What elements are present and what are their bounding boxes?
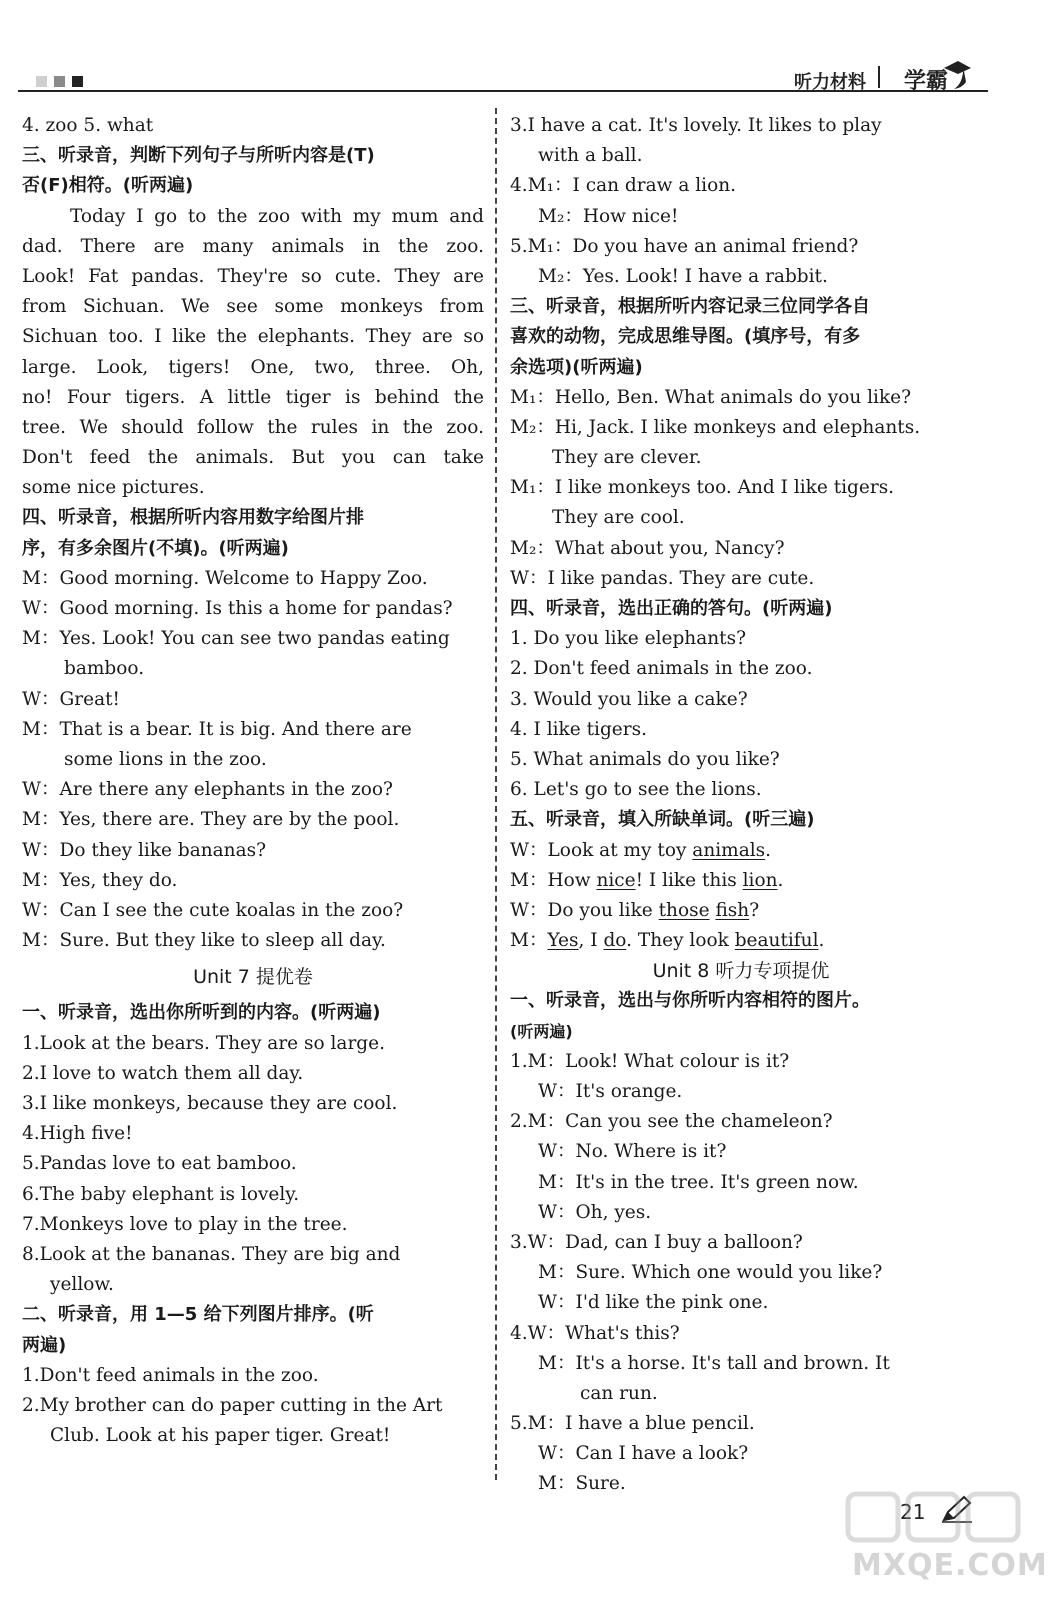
dialog-line — [22, 775, 484, 805]
fill-in-line — [510, 926, 972, 956]
utterance: Good morning. Welcome to Happy Zoo. — [59, 567, 428, 589]
dialog-line — [22, 896, 484, 926]
list-item — [510, 171, 972, 201]
item-number: 6. — [22, 1183, 40, 1205]
utterance: Can I see the cute koalas in the zoo? — [59, 899, 404, 921]
passage-line: Look! Fat pandas. They're so cute. They are — [22, 265, 484, 287]
speaker: W： — [22, 899, 60, 921]
utterance: I like pandas. They are cute. — [547, 567, 815, 589]
list-item — [510, 1047, 972, 1077]
item-number: 5. — [22, 1153, 40, 1175]
list-item-cont: Club. Look at his paper tiger. Great! — [50, 1425, 391, 1447]
list-item — [22, 1059, 484, 1089]
item-number: 3. — [22, 1093, 40, 1114]
passage-line: large. Look, tigers! One, two, three. Oh, — [22, 356, 484, 378]
item-text: My brother can do paper cutting in the Art — [39, 1394, 443, 1416]
graduation-cap-icon — [942, 58, 972, 90]
header-title: 听力材料 — [794, 72, 866, 93]
list-item — [510, 1228, 972, 1258]
list-item-cont: W：Oh, yes. — [538, 1201, 652, 1223]
item-text: I have a cat. It's lovely. It likes to play — [527, 115, 882, 136]
item-number: 1. — [510, 1050, 528, 1072]
list-item: 4. I like tigers. — [510, 718, 647, 740]
page-number: 21 — [900, 1500, 926, 1524]
item-number: 2. — [510, 1111, 528, 1133]
watermark — [840, 1488, 1048, 1600]
dialog-line — [22, 564, 484, 594]
item-text: Look at the bears. They are so large. — [39, 1032, 385, 1054]
list-item-cont: M：Sure. Which one would you like? — [538, 1262, 883, 1284]
utterance: What about you, Nancy? — [554, 537, 785, 559]
answer-blank: animals — [692, 839, 766, 861]
speaker: M₂： — [510, 416, 555, 438]
list-item-cont: yellow. — [50, 1274, 114, 1296]
utterance: Hello, Ben. What animals do you like? — [554, 386, 912, 408]
utterance: Yes. Look! You can see two pandas eating — [59, 628, 450, 650]
speaker: M₁： — [510, 477, 555, 499]
text: ! I like this — [635, 869, 743, 891]
list-item-cont: M₂：How nice! — [538, 205, 679, 227]
utterance: Are there any elephants in the zoo? — [59, 779, 393, 801]
passage-line: dad. There are many animals in the zoo. — [22, 235, 484, 257]
answer-blank: those — [658, 899, 710, 921]
fill-in-line — [510, 866, 972, 896]
speaker: M： — [22, 809, 60, 831]
utterance: Do they like bananas? — [59, 839, 267, 861]
passage-line: Don't feed the animals. But you can take — [22, 447, 484, 469]
text: ? — [749, 899, 760, 921]
text: . — [818, 930, 825, 952]
utterance: Hi, Jack. I like monkeys and elephants. — [554, 416, 921, 438]
list-item: 2. Don't feed animals in the zoo. — [510, 658, 813, 680]
dialog-line — [22, 624, 484, 654]
item-number: 5. — [510, 1413, 528, 1435]
utterance: Yes, there are. They are by the pool. — [59, 809, 400, 831]
answer-blank: nice — [596, 869, 636, 891]
list-item-cont: W：I'd like the pink one. — [538, 1292, 769, 1314]
speaker: M₂： — [510, 537, 555, 559]
list-item: 1. Do you like elephants? — [510, 628, 747, 650]
answer-blank: beautiful — [734, 930, 819, 952]
dialog-line — [510, 473, 972, 503]
item-text: I love to watch them all day. — [39, 1062, 304, 1084]
speaker: W： — [22, 598, 60, 619]
header-square-light-icon — [36, 76, 47, 87]
utterance: Sure. But they like to sleep all day. — [59, 930, 386, 952]
unit-7-title: Unit 7 提优卷 — [193, 966, 313, 989]
list-item: 6. Let's go to see the lions. — [510, 779, 762, 801]
item-number: 3. — [510, 115, 528, 136]
u7-section-2-title: 二、听录音，用 1—5 给下列图片排序。(听 — [22, 1304, 374, 1326]
section-3-title-cont: 余选项)(听两遍) — [510, 356, 643, 378]
unit-8-title: Unit 8 听力专项提优 — [652, 960, 830, 983]
item-text: W：What's this? — [527, 1322, 680, 1344]
section-3-title: 三、听录音，判断下列句子与所听内容是(T) — [22, 145, 375, 167]
item-number: 4. — [510, 175, 528, 197]
list-item: 5. What animals do you like? — [510, 748, 780, 770]
left-column — [22, 111, 484, 1451]
text: M： — [510, 930, 548, 952]
item-text: High five! — [39, 1123, 133, 1145]
item-number: 1. — [22, 1032, 40, 1054]
right-column — [510, 111, 972, 1500]
section-3-title-cont: 喜欢的动物，完成思维导图。(填序号，有多 — [510, 326, 861, 348]
item-text: M：Look! What colour is it? — [527, 1050, 790, 1072]
section-4-title: 四、听录音，根据所听内容用数字给图片排 — [22, 507, 364, 529]
item-text: M：I have a blue pencil. — [527, 1413, 755, 1435]
page-header — [18, 62, 988, 94]
speaker: W： — [510, 567, 548, 589]
list-item — [510, 111, 972, 141]
passage-line: Sichuan too. I like the elephants. They are so — [22, 326, 484, 348]
list-item — [22, 1210, 484, 1240]
utterance: Yes, they do. — [59, 869, 178, 891]
item-text: Look at the bananas. They are big and — [39, 1243, 401, 1265]
answer-line: 4. zoo 5. what — [22, 115, 154, 136]
item-text: Monkeys love to play in the tree. — [39, 1213, 348, 1235]
text: . — [777, 869, 784, 891]
list-item-cont: M：Sure. — [538, 1473, 626, 1495]
header-rule — [18, 90, 988, 92]
fill-in-line — [510, 836, 972, 866]
item-text: The baby elephant is lovely. — [39, 1183, 300, 1205]
dialog-line — [22, 836, 484, 866]
item-text: W：Dad, can I buy a balloon? — [527, 1231, 803, 1253]
dialog-line — [22, 715, 484, 745]
dialog-line-cont: some lions in the zoo. — [64, 748, 267, 770]
speaker: M： — [22, 628, 60, 650]
item-text: I like monkeys, because they are cool. — [39, 1093, 398, 1114]
header-separator — [878, 66, 880, 88]
header-square-mid-icon — [54, 76, 65, 87]
answer-blank: lion — [742, 869, 778, 891]
list-item-cont: can run. — [580, 1382, 658, 1404]
speaker: M： — [22, 930, 60, 952]
speaker: M₁： — [510, 386, 555, 408]
u8-section-1-title: 一、听录音，选出与你所听内容相符的图片。 — [510, 990, 870, 1012]
dialog-line-cont: They are clever. — [552, 447, 702, 469]
text: M：How — [510, 869, 597, 891]
section-4-title-cont: 序，有多余图片(不填)。(听两遍) — [22, 537, 289, 559]
u8-section-1-title-cont: (听两遍) — [510, 1021, 573, 1041]
section-4-title: 四、听录音，选出正确的答句。(听两遍) — [510, 598, 833, 619]
item-text: M：Can you see the chameleon? — [527, 1111, 833, 1133]
list-item-cont: with a ball. — [538, 145, 643, 167]
item-number: 3. — [510, 1231, 528, 1253]
list-item — [22, 1119, 484, 1149]
dialog-line — [22, 926, 484, 956]
item-text: Don't feed animals in the zoo. — [39, 1364, 319, 1386]
list-item-cont: M：It's a horse. It's tall and brown. It — [538, 1352, 890, 1374]
dialog-line — [22, 805, 484, 835]
section-3-title: 三、听录音，根据所听内容记录三位同学各自 — [510, 296, 870, 318]
u7-section-2-title-cont: 两遍) — [22, 1334, 67, 1356]
section-3-title-cont: 否(F)相符。(听两遍) — [22, 175, 194, 197]
list-item-cont: M：It's in the tree. It's green now. — [538, 1171, 859, 1193]
text: . — [765, 839, 772, 861]
list-item — [22, 1149, 484, 1179]
list-item-cont: W：It's orange. — [538, 1081, 683, 1102]
dialog-line — [510, 534, 972, 564]
speaker: W： — [22, 839, 60, 861]
list-item — [510, 1107, 972, 1137]
speaker: M： — [22, 718, 60, 740]
item-number: 8. — [22, 1243, 40, 1265]
item-number: 4. — [22, 1123, 40, 1145]
fill-in-line — [510, 896, 972, 926]
passage-line: no! Four tigers. A little tiger is behind the — [22, 386, 484, 408]
header-square-dark-icon — [72, 76, 83, 87]
u7-section-1-title: 一、听录音，选出你所听到的内容。(听两遍) — [22, 1002, 381, 1024]
speaker: M： — [22, 567, 60, 589]
column-divider — [495, 108, 497, 1480]
item-number: 2. — [22, 1394, 40, 1416]
item-number: 2. — [22, 1062, 40, 1084]
utterance: I like monkeys too. And I like tigers. — [554, 477, 895, 499]
list-item — [22, 1180, 484, 1210]
item-number: 7. — [22, 1213, 40, 1235]
passage-line: some nice pictures. — [22, 477, 205, 499]
list-item — [510, 1409, 972, 1439]
passage-line: from Sichuan. We see some monkeys from — [22, 296, 484, 318]
speaker: M： — [22, 869, 60, 891]
watermark-logo-icon — [840, 1488, 1030, 1548]
passage-line: tree. We should follow the rules in the zoo. — [22, 416, 484, 438]
list-item-cont: W：No. Where is it? — [538, 1141, 727, 1163]
list-item — [22, 1240, 484, 1270]
dialog-line-cont: They are cool. — [552, 507, 685, 529]
dialog-line-cont: bamboo. — [64, 658, 145, 680]
item-number: 5. — [510, 235, 528, 257]
item-text: Pandas love to eat bamboo. — [39, 1153, 297, 1175]
text: , I — [578, 930, 604, 952]
utterance: That is a bear. It is big. And there are — [59, 718, 412, 740]
utterance: Great! — [59, 688, 120, 710]
utterance: Good morning. Is this a home for pandas? — [59, 598, 453, 619]
speaker: W： — [22, 779, 60, 801]
list-item — [510, 232, 972, 262]
answer-blank: Yes — [547, 930, 579, 952]
list-item — [22, 1029, 484, 1059]
answer-blank: do — [603, 930, 627, 952]
dialog-line — [22, 685, 484, 715]
dialog-line — [510, 413, 972, 443]
answer-blank: fish — [715, 899, 750, 921]
brand-name: 学霸 — [903, 69, 948, 94]
list-item — [22, 1391, 484, 1421]
list-item — [22, 1089, 484, 1119]
passage-line: Today I go to the zoo with my mum and — [70, 205, 484, 227]
item-text: M₁：I can draw a lion. — [527, 175, 736, 197]
list-item — [510, 1319, 972, 1349]
dialog-line — [22, 594, 484, 624]
watermark-text: MXQE.COM — [852, 1548, 1048, 1583]
list-item: 3. Would you like a cake? — [510, 688, 748, 710]
text: W：Look at my toy — [510, 839, 693, 861]
list-item-cont: M₂：Yes. Look! I have a rabbit. — [538, 265, 828, 287]
item-number: 1. — [22, 1364, 40, 1386]
item-text: M₁：Do you have an animal friend? — [527, 235, 859, 257]
section-5-title: 五、听录音，填入所缺单词。(听三遍) — [510, 809, 815, 831]
text: . They look — [626, 930, 735, 952]
list-item-cont: W：Can I have a look? — [538, 1443, 749, 1465]
speaker: W： — [22, 688, 60, 710]
item-number: 4. — [510, 1322, 528, 1344]
text: W：Do you like — [510, 899, 659, 921]
dialog-line — [510, 564, 972, 594]
dialog-line — [22, 866, 484, 896]
dialog-line — [510, 383, 972, 413]
list-item — [22, 1361, 484, 1391]
